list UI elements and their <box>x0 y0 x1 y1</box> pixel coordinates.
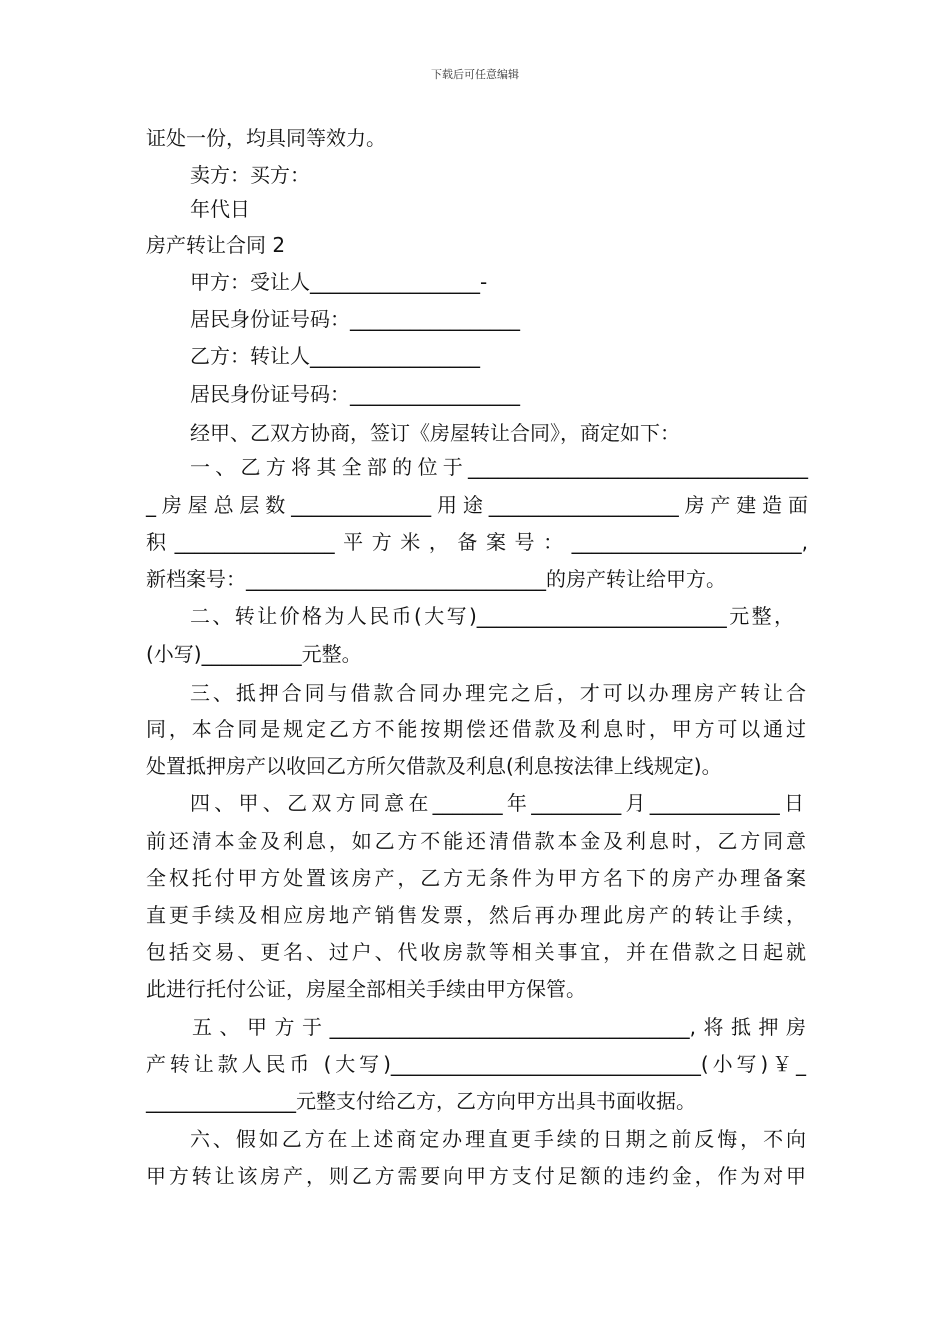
clause-2: 二、转让价格为人民币(大写)_________________________元整， <box>190 604 794 628</box>
text-line: 积________________平方米，备案号：_______________________, <box>146 530 808 554</box>
clause-6: 六、假如乙方在上述商定办理直更手续的日期之前反悔，不向 <box>190 1127 806 1151</box>
text-line: 全权托付甲方处置该房产，乙方无条件为甲方名下的房产办理备案 <box>146 866 806 890</box>
text-line: (小写)__________元整。 <box>146 642 362 666</box>
text-line: 甲方：受让人_________________- <box>190 270 488 294</box>
text-line: 卖方：买方： <box>190 163 310 187</box>
text-line: 产转让款人民币 (大写)_______________________________(小写)￥_ <box>146 1052 806 1076</box>
text-line: 居民身份证号码：_________________ <box>190 382 520 406</box>
text-line: 甲方转让该房产，则乙方需要向甲方支付足额的违约金，作为对甲 <box>146 1164 806 1188</box>
text-line: 经甲、乙双方协商，签订《房屋转让合同》，商定如下： <box>190 421 680 445</box>
text-line: 居民身份证号码：_________________ <box>190 307 520 331</box>
clause-5: 五、甲方于____________________________________,将抵押房 <box>192 1015 806 1039</box>
header-note: 下载后可任意编辑 <box>431 68 519 81</box>
text-line: 新档案号：______________________________的房产转让给甲方。 <box>146 567 726 591</box>
text-line: 此进行托付公证，房屋全部相关手续由甲方保管。 <box>146 977 586 1001</box>
text-line: _______________元整支付给乙方，乙方向甲方出具书面收据。 <box>146 1089 696 1113</box>
text-line: 年代日 <box>190 197 250 221</box>
text-line: 前还清本金及利息，如乙方不能还清借款本金及利息时，乙方同意 <box>146 829 806 853</box>
text-line: 证处一份，均具同等效力。 <box>146 126 386 150</box>
text-line: 包括交易、更名、过户、代收房款等相关事宜，并在借款之日起就 <box>146 940 806 964</box>
text-line: 同，本合同是规定乙方不能按期偿还借款及利息时，甲方可以通过 <box>146 717 806 741</box>
text-line: 处置抵押房产以收回乙方所欠借款及利息(利息按法律上线规定)。 <box>146 754 722 778</box>
clause-4: 四、甲、乙双方同意在_______年_________月_____________日 <box>190 791 804 815</box>
clause-1: 一、乙方将其全部的位于__________________________________ <box>190 455 808 479</box>
text-line: _房屋总层数______________用途___________________房产建造面 <box>146 493 808 517</box>
contract-title: 房产转让合同 2 <box>146 233 286 257</box>
clause-3: 三、抵押合同与借款合同办理完之后，才可以办理房产转让合 <box>190 681 806 705</box>
text-line: 直更手续及相应房地产销售发票，然后再办理此房产的转让手续， <box>146 903 806 927</box>
text-line: 乙方：转让人_________________ <box>190 344 480 368</box>
